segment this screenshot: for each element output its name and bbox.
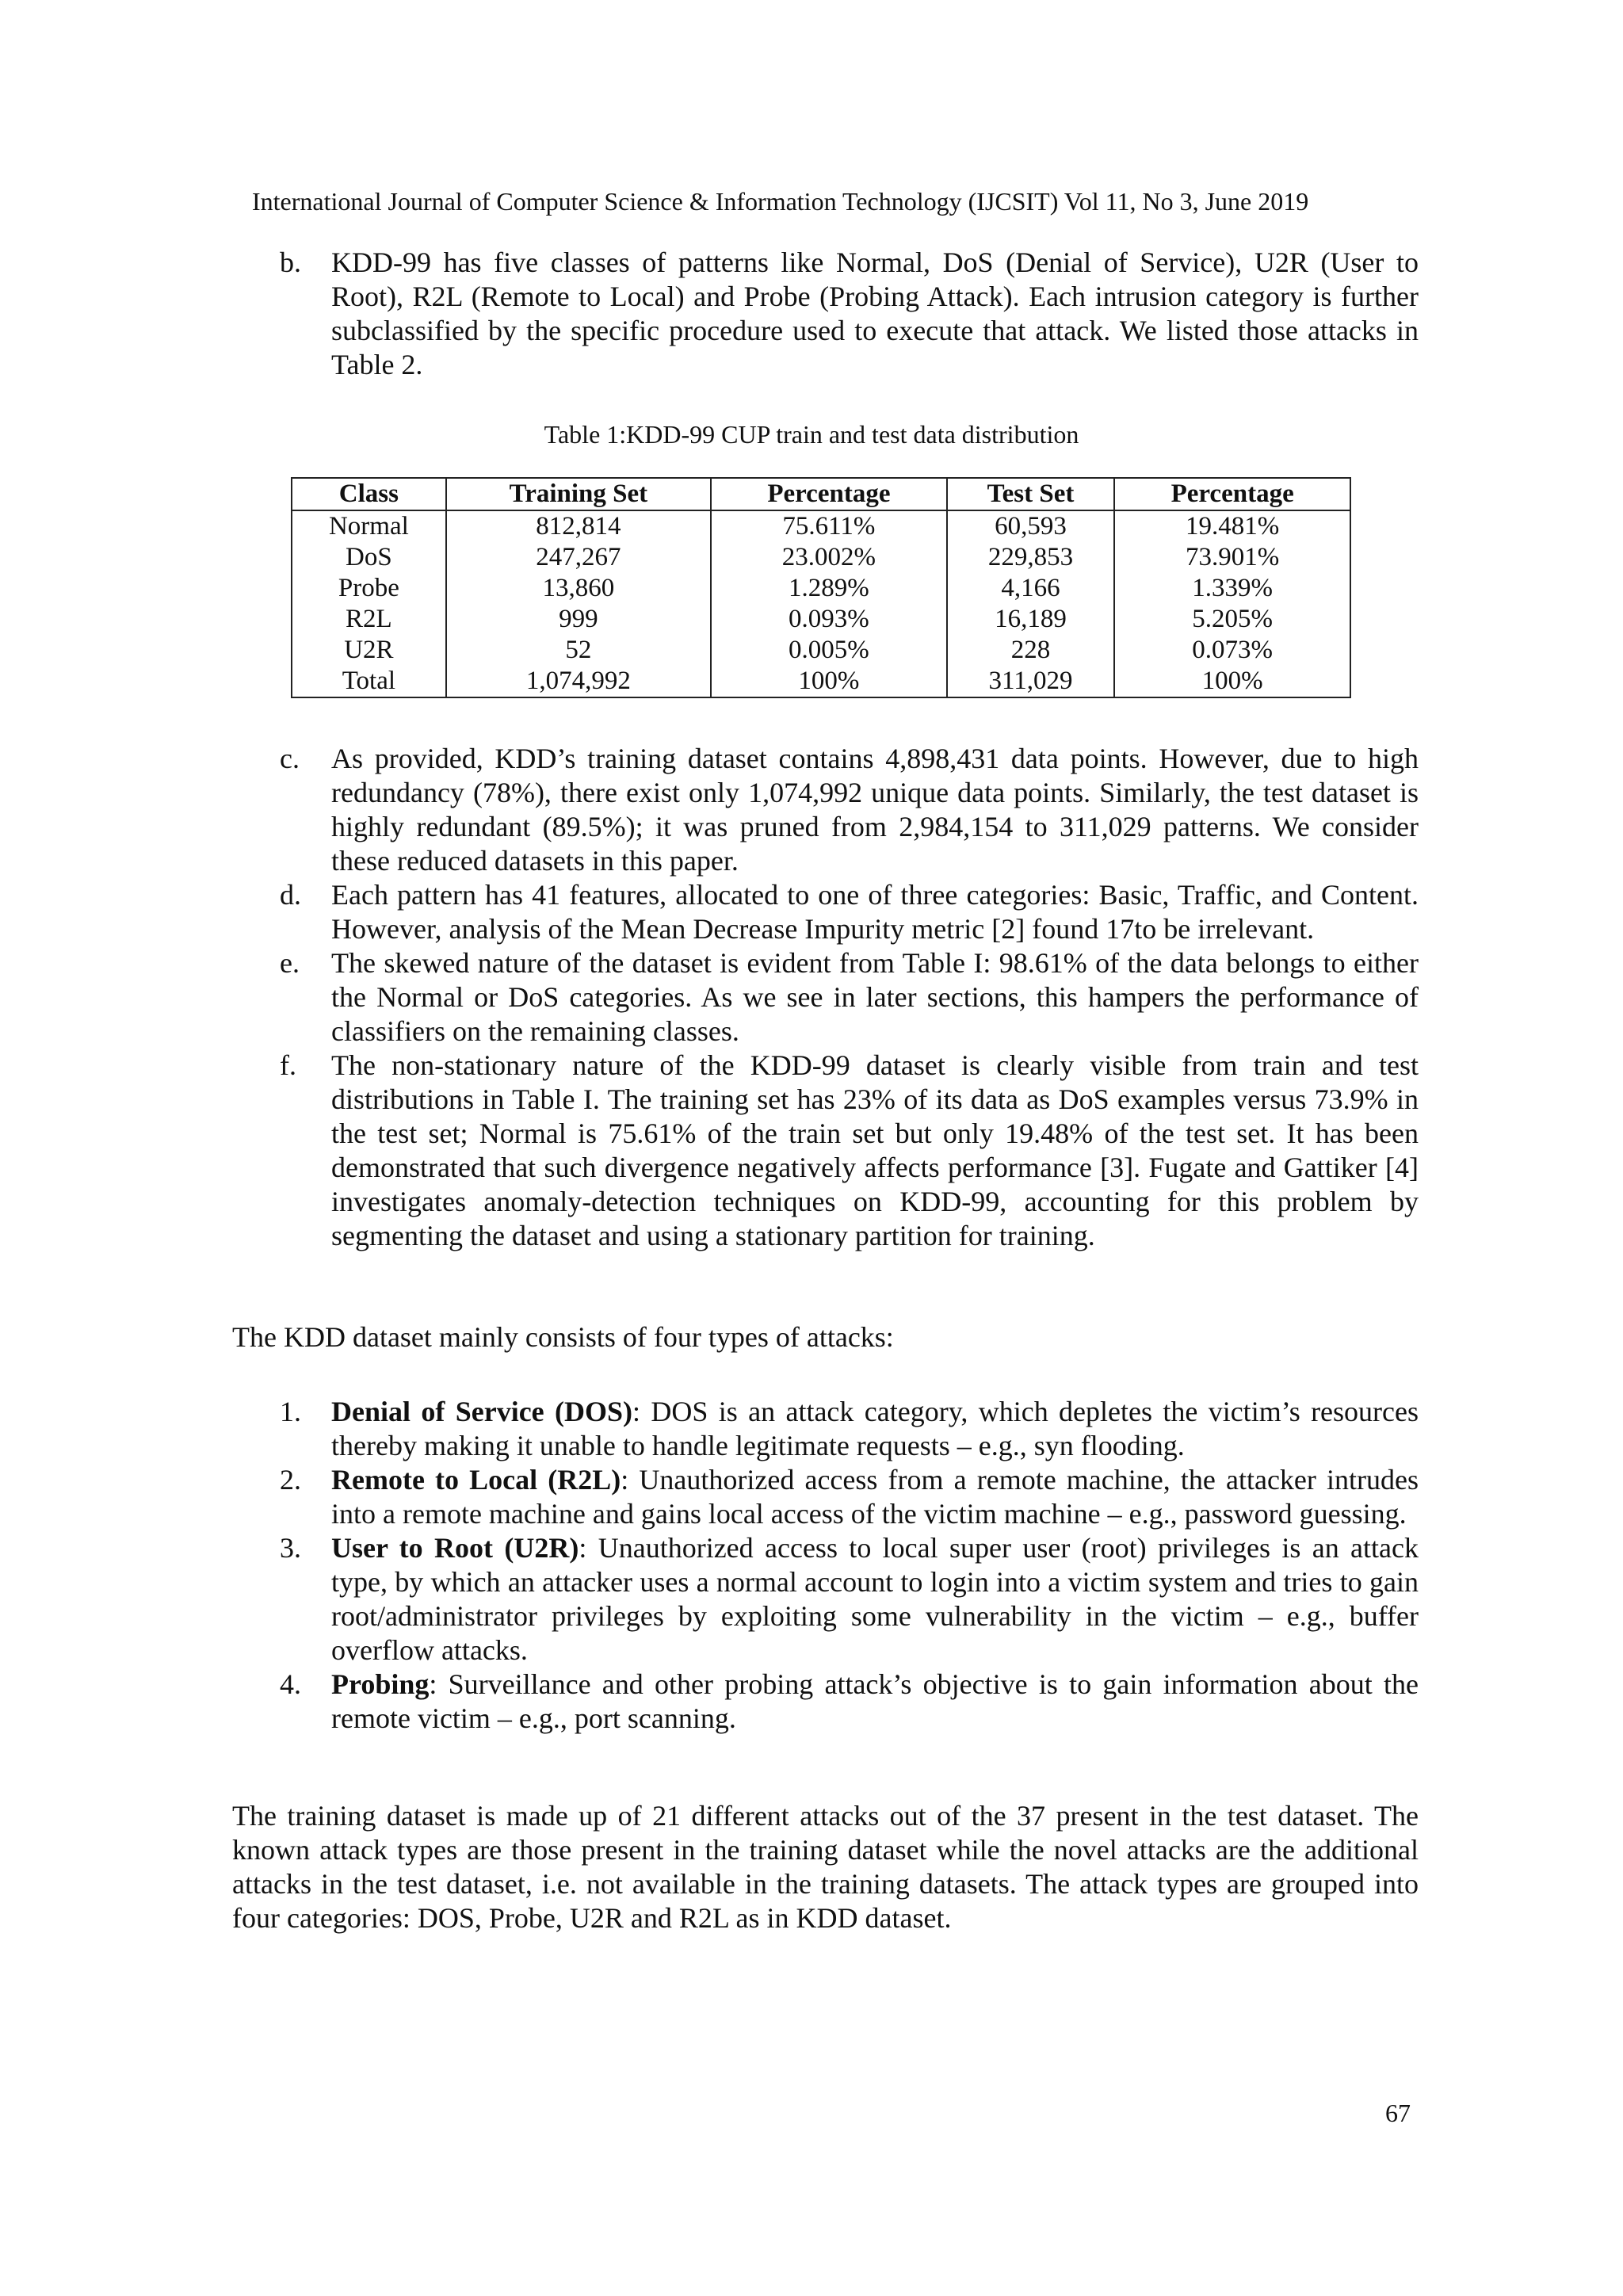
table-row (292, 666, 1350, 697)
table-cell: 1.339% (1114, 573, 1350, 604)
attack-item-dos (236, 1395, 1419, 1463)
header-class: Class (292, 478, 446, 510)
table-row (292, 635, 1350, 666)
closing-paragraph: The training dataset is made up of 21 different attacks out of the 37 present in the test dataset. The known attack types are those present in the training dataset while the novel attacks are the additional attacks in the test dataset, i.e. not available in the training datasets. The attack types are grouped into four categories: DOS, Probe, U2R and R2L as in KDD dataset. (232, 1800, 1419, 1934)
list-item-f (236, 1049, 1419, 1253)
list-item-c (236, 742, 1419, 878)
table-cell: 23.002% (711, 542, 947, 573)
attack-term: Denial of Service (DOS) (331, 1396, 633, 1427)
table-cell: U2R (292, 635, 446, 666)
table-cell: 228 (947, 635, 1115, 666)
list-item-e (236, 946, 1419, 1049)
header-percentage-train: Percentage (711, 478, 947, 510)
list-item-d (236, 878, 1419, 946)
table-cell: 100% (1114, 666, 1350, 697)
table-caption: Table 1:KDD-99 CUP train and test data distribution (544, 420, 1079, 449)
table-cell: 60,593 (947, 510, 1115, 542)
attack-description: : Surveillance and other probing attack’s objective is to gain information about the remote victim – e.g., port scanning. (331, 1668, 1419, 1734)
table-header-row (292, 478, 1350, 510)
list-marker: e. (280, 947, 300, 979)
table-row (292, 604, 1350, 635)
table-cell: 0.073% (1114, 635, 1350, 666)
list-marker: f. (280, 1049, 296, 1081)
list-marker: 1. (280, 1396, 301, 1427)
table-cell: 229,853 (947, 542, 1115, 573)
table-cell: 75.611% (711, 510, 947, 542)
attack-item-probing (236, 1668, 1419, 1736)
table-cell: 999 (446, 604, 711, 635)
lettered-list (236, 742, 1419, 1253)
attack-description: : Unauthorized access to local super user (root) privileges is an attack type, by which an attacker uses a normal account to login into a victim system and tries to gain root/administrator privileges by exploiting some vulnerability in the victim – e.g., buffer overflow attacks. (331, 1532, 1419, 1666)
list-marker: 4. (280, 1668, 301, 1700)
table-cell: DoS (292, 542, 446, 573)
table-cell: 0.093% (711, 604, 947, 635)
table-cell: 19.481% (1114, 510, 1350, 542)
table-cell: 5.205% (1114, 604, 1350, 635)
distribution-table (291, 477, 1351, 698)
attack-item-r2l (236, 1463, 1419, 1531)
table-cell: 1,074,992 (446, 666, 711, 697)
attack-term: Probing (331, 1668, 430, 1700)
attack-list (236, 1395, 1419, 1736)
list-marker: c. (280, 743, 300, 774)
table-cell: 52 (446, 635, 711, 666)
table-cell: R2L (292, 604, 446, 635)
list-item-text: KDD-99 has five classes of patterns like Normal, DoS (Denial of Service), U2R (User to Root), R2L (Remote to Local) and Probe (Probing Attack). Each intrusion category is further subclassified by the specific procedure used to execute that attack. We listed those attacks in Table 2. (331, 246, 1419, 380)
header-test-set: Test Set (947, 478, 1115, 510)
list-marker: b. (280, 246, 301, 278)
table-cell: 73.901% (1114, 542, 1350, 573)
attack-item-u2r (236, 1531, 1419, 1668)
table-cell: Normal (292, 510, 446, 542)
attacks-intro: The KDD dataset mainly consists of four types of attacks: (232, 1321, 894, 1353)
page-number: 67 (1385, 2099, 1411, 2127)
table-cell: 100% (711, 666, 947, 697)
table-cell: Probe (292, 573, 446, 604)
attack-term: Remote to Local (R2L) (331, 1464, 621, 1496)
attack-description: : Unauthorized access from a remote machine, the attacker intrudes into a remote machine and gains local access of the victim machine – e.g., password guessing. (331, 1464, 1419, 1530)
table-cell: 1.289% (711, 573, 947, 604)
list-item-text: Each pattern has 41 features, allocated to one of three categories: Basic, Traffic, and Content. However, analysis of the Mean Decrease Impurity metric [2] found 17to be irrelevant. (331, 879, 1419, 945)
table-cell: Total (292, 666, 446, 697)
table-cell: 0.005% (711, 635, 947, 666)
table-row (292, 510, 1350, 542)
list-item-text: As provided, KDD’s training dataset contains 4,898,431 data points. However, due to high redundancy (78%), there exist only 1,074,992 unique data points. Similarly, the test dataset is highly redundant (89.5%); it was pruned from 2,984,154 to 311,029 patterns. We consider these reduced datasets in this paper. (331, 743, 1419, 877)
table-row (292, 542, 1350, 573)
table-cell: 4,166 (947, 573, 1115, 604)
table-cell: 311,029 (947, 666, 1115, 697)
attack-term: User to Root (U2R) (331, 1532, 579, 1564)
list-marker: d. (280, 879, 301, 911)
header-percentage-test: Percentage (1114, 478, 1350, 510)
list-item-text: The skewed nature of the dataset is evident from Table I: 98.61% of the data belongs to either the Normal or DoS categories. As we see in later sections, this hampers the performance of classifiers on the remaining classes. (331, 947, 1419, 1047)
list-marker: 2. (280, 1464, 301, 1496)
running-header: International Journal of Computer Science & Information Technology (IJCSIT) Vol 11, No 3, June 2019 (252, 187, 1309, 216)
table-cell: 16,189 (947, 604, 1115, 635)
list-marker: 3. (280, 1532, 301, 1564)
list-item-text: The non-stationary nature of the KDD-99 dataset is clearly visible from train and test distributions in Table I. The training set has 23% of its data as DoS examples versus 73.9% in the test set; Normal is 75.61% of the train set but only 19.48% of the test set. It has been demonstrated that such divergence negatively affects performance [3]. Fugate and Gattiker [4] investigates anomaly-detection techniques on KDD-99, accounting for this problem by segmenting the dataset and using a stationary partition for training. (331, 1049, 1419, 1251)
header-training-set: Training Set (446, 478, 711, 510)
table-row (292, 573, 1350, 604)
list-item-b (236, 246, 1419, 382)
table-cell: 13,860 (446, 573, 711, 604)
attack-description: : DOS is an attack category, which depletes the victim’s resources thereby making it unable to handle legitimate requests – e.g., syn flooding. (331, 1396, 1419, 1461)
table-cell: 247,267 (446, 542, 711, 573)
table-cell: 812,814 (446, 510, 711, 542)
